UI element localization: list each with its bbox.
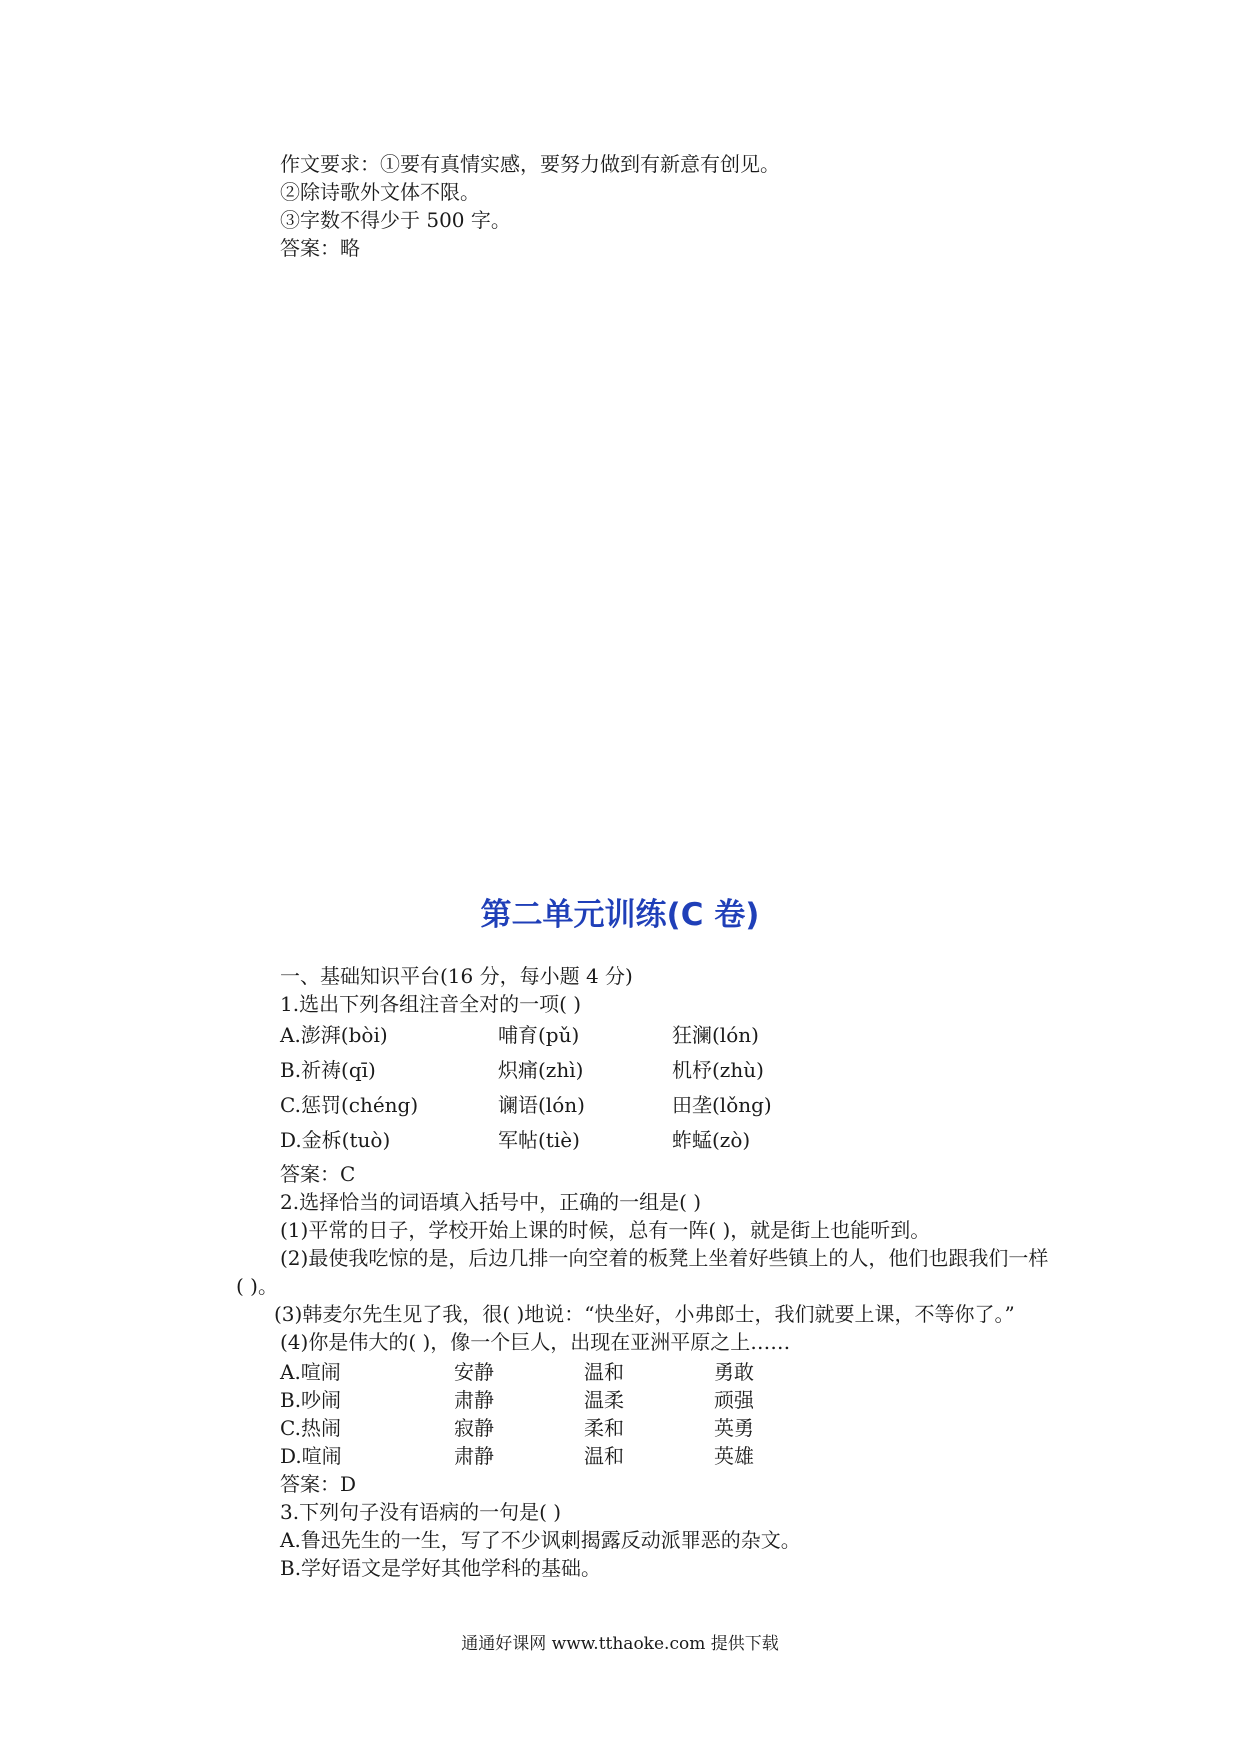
q2-option-cell: 温和 — [584, 1360, 624, 1384]
q2-option-cell: 安静 — [454, 1360, 494, 1384]
q1-option-cell: 军帖(tiè) — [498, 1128, 580, 1152]
question-2-sentence-4: (4)你是伟大的( )，像一个巨人，出现在亚洲平原之上…… — [280, 1330, 791, 1354]
q2-option-cell: 寂静 — [454, 1416, 494, 1440]
q2-option-cell: 英雄 — [714, 1444, 754, 1468]
q2-option-cell: 勇敢 — [714, 1360, 754, 1384]
question-3-option-b: B.学好语文是学好其他学科的基础。 — [280, 1556, 602, 1580]
essay-requirement: 作文要求：①要有真情实感，要努力做到有新意有创见。 — [280, 152, 780, 176]
question-3-option-a: A.鲁迅先生的一生，写了不少讽刺揭露反动派罪恶的杂文。 — [280, 1528, 801, 1552]
question-2-sentence-3: (3)韩麦尔先生见了我，很( )地说：“快坐好，小弗郎士，我们就要上课，不等你了。” — [274, 1302, 1015, 1326]
q1-option-cell: 狂澜(lón) — [672, 1023, 759, 1047]
section-heading: 一、基础知识平台(16 分，每小题 4 分) — [280, 964, 633, 988]
q1-option-cell: B.祈祷(qī) — [280, 1058, 376, 1082]
question-2-answer: 答案：D — [280, 1472, 357, 1496]
q1-option-cell: D.金柝(tuò) — [280, 1128, 391, 1152]
q1-option-cell: 田垄(lǒng) — [672, 1093, 772, 1117]
q2-option-cell: C.热闹 — [280, 1416, 341, 1440]
essay-answer: 答案：略 — [280, 236, 360, 260]
page-footer: 通通好课网 www.tthaoke.com 提供下载 — [461, 1634, 779, 1654]
essay-requirement-2: ②除诗歌外文体不限。 — [280, 180, 480, 204]
q2-option-cell: 柔和 — [584, 1416, 624, 1440]
q2-option-cell: B.吵闹 — [280, 1388, 342, 1412]
question-1-answer: 答案：C — [280, 1162, 356, 1186]
q2-option-cell: 英勇 — [714, 1416, 754, 1440]
question-1-stem: 1.选出下列各组注音全对的一项( ) — [280, 992, 582, 1016]
essay-requirement-3: ③字数不得少于 500 字。 — [280, 208, 511, 232]
q2-option-cell: A.喧闹 — [280, 1360, 341, 1384]
q1-option-cell: 哺育(pǔ) — [498, 1023, 580, 1047]
q1-option-cell: 蚱蜢(zò) — [672, 1128, 751, 1152]
q2-option-cell: 顽强 — [714, 1388, 754, 1412]
q2-option-cell: 温和 — [584, 1444, 624, 1468]
q1-option-cell: C.惩罚(chéng) — [280, 1093, 419, 1117]
question-2-stem: 2.选择恰当的词语填入括号中，正确的一组是( ) — [280, 1190, 702, 1214]
question-2-sentence-2-cont: ( )。 — [236, 1274, 278, 1298]
q2-option-cell: 肃静 — [454, 1388, 494, 1412]
q1-option-cell: A.澎湃(bòi) — [280, 1023, 388, 1047]
q2-option-cell: D.喧闹 — [280, 1444, 342, 1468]
page-title: 第二单元训练(C 卷) — [480, 897, 760, 933]
q1-option-cell: 谰语(lón) — [498, 1093, 585, 1117]
q1-option-cell: 炽痛(zhì) — [498, 1058, 584, 1082]
q2-option-cell: 肃静 — [454, 1444, 494, 1468]
question-2-sentence-1: (1)平常的日子，学校开始上课的时候，总有一阵( )，就是街上也能听到。 — [280, 1218, 931, 1242]
q2-option-cell: 温柔 — [584, 1388, 624, 1412]
question-3-stem: 3.下列句子没有语病的一句是( ) — [280, 1500, 562, 1524]
q1-option-cell: 机杼(zhù) — [672, 1058, 764, 1082]
question-2-sentence-2: (2)最使我吃惊的是，后边几排一向空着的板凳上坐着好些镇上的人，他们也跟我们一样 — [280, 1246, 1049, 1270]
